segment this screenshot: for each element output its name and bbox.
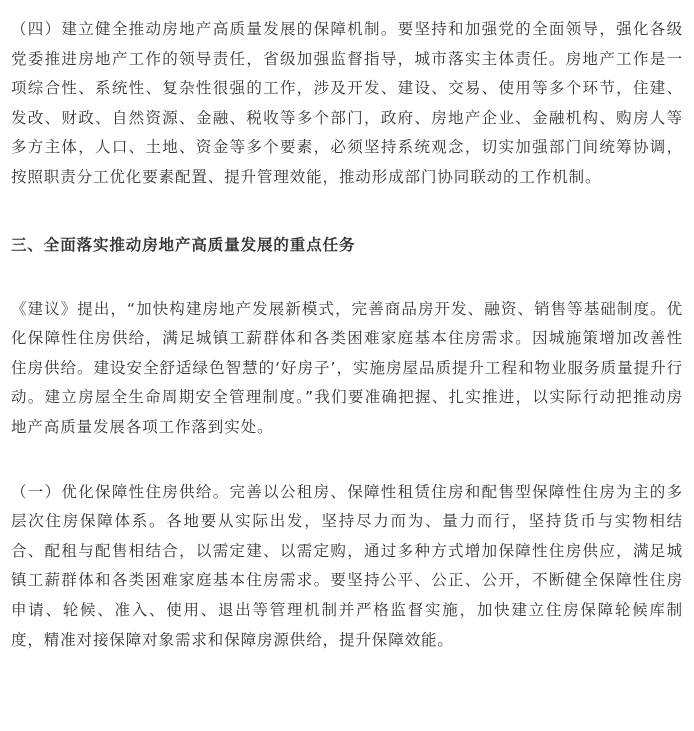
- paragraph-affordable-housing: （一）优化保障性住房供给。完善以公租房、保障性租赁住房和配售型保障性住房为主的多层次住房保障体系。各地要从实际出发，坚持尽力而为、量力而行，坚持货币与实物相结合、配租与配售相结合，以需定建、以需定购，通过多种方式增加保障性住房供应，满足城镇工薪群体和各类困难家庭基本住房需求。要坚持公平、公正、公开，不断健全保障性住房申请、轮候、准入、使用、退出等管理机制并严格监督实施，加快建立住房保障轮候库制度，精准对接保障对象需求和保障房源供给，提升保障效能。: [11, 482, 683, 649]
- paragraph-guarantee-mechanism: （四）建立健全推动房地产高质量发展的保障机制。要坚持和加强党的全面领导，强化各级党委推进房地产工作的领导责任，省级加强监督指导，城市落实主体责任。房地产工作是一项综合性、系统性、复杂性很强的工作，涉及开发、建设、交易、使用等多个环节，住建、发改、财政、自然资源、金融、税收等多个部门，政府、房地产企业、金融机构、购房人等多方主体，人口、土地、资金等多个要素，必须坚持系统观念，切实加强部门间统筹协调，按照职责分工优化要素配置、提升管理效能，推动形成部门协同联动的工作机制。: [11, 20, 683, 186]
- section-heading: 三、全面落实推动房地产高质量发展的重点任务: [11, 235, 356, 254]
- paragraph-proposal-quote: 《建议》提出，“加快构建房地产发展新模式，完善商品房开发、融资、销售等基础制度。优化保障性住房供给，满足城镇工薪群体和各类困难家庭基本住房需求。因城施策增加改善性住房供给。建设安全舒适绿色智慧的‘好房子’，实施房屋品质提升工程和物业服务质量提升行动。建立房屋全生命周期安全管理制度。”我们要准确把握、扎实推进，以实际行动把推动房地产高质量发展各项工作落到实处。: [11, 299, 683, 436]
